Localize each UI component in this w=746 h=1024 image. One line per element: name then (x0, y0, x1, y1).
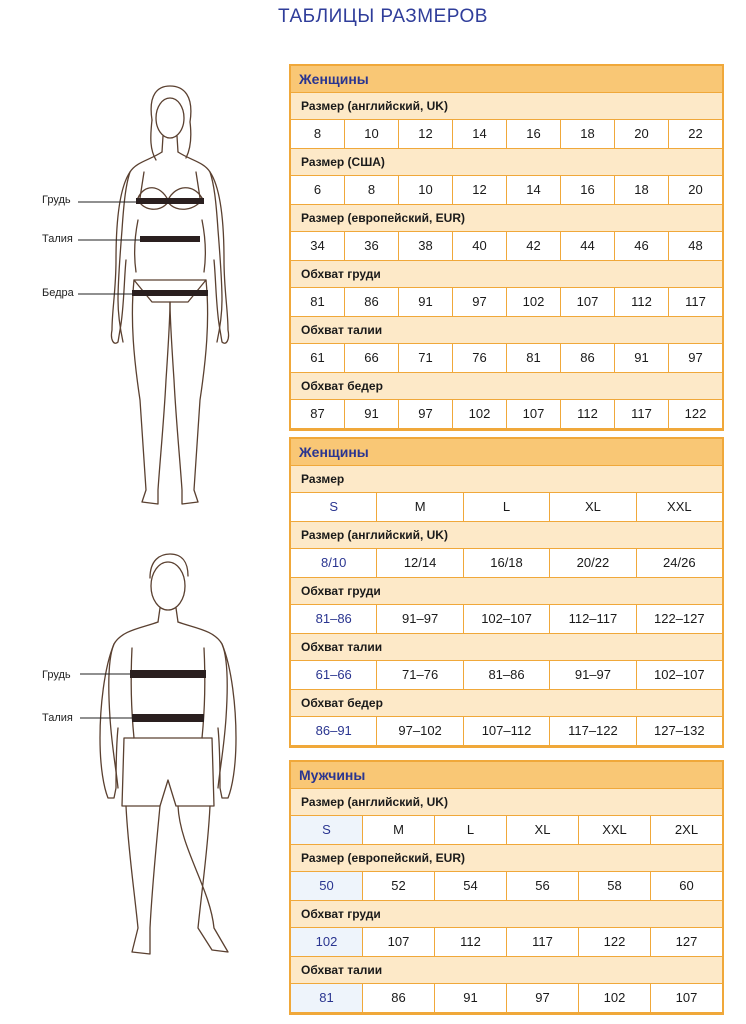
table-cell: 34 (291, 232, 345, 260)
table-row (291, 231, 722, 261)
table-cell: 102 (579, 984, 651, 1012)
row-label: Обхват груди (291, 901, 722, 927)
table-cell: 10 (345, 120, 399, 148)
female-hips-label: Бедра (42, 287, 74, 299)
row-label: Размер (английский, UK) (291, 789, 722, 815)
table-cell: 14 (453, 120, 507, 148)
table-cell: 12/14 (377, 549, 463, 577)
table-cell: 46 (615, 232, 669, 260)
table-cell: 71 (399, 344, 453, 372)
row-label: Обхват груди (291, 261, 722, 287)
table-cell: 86 (561, 344, 615, 372)
table-cell: 48 (688, 238, 703, 253)
table-row (291, 716, 722, 746)
male-body-illustration (0, 548, 280, 988)
row-label: Размер (английский, UK) (291, 522, 722, 548)
page-title: ТАБЛИЦЫ РАЗМЕРОВ (278, 6, 488, 27)
table-cell: S (291, 493, 377, 521)
table-heading: Мужчины (291, 762, 722, 789)
table-cell: 86 (345, 288, 399, 316)
table-cell: L (435, 816, 507, 844)
table-cell: 2XL (674, 822, 699, 837)
table-cell: 112 (435, 928, 507, 956)
table-cell: XXL (579, 816, 651, 844)
table-row (291, 660, 722, 690)
table-cell: 20/22 (550, 549, 636, 577)
table-row (291, 604, 722, 634)
row-label: Размер (английский, UK) (291, 93, 722, 119)
table-cell: L (464, 493, 550, 521)
male-chest-label: Грудь (42, 669, 71, 681)
table-cell: 112–117 (550, 605, 636, 633)
table-row (291, 927, 722, 957)
table-cell: 71–76 (377, 661, 463, 689)
table-cell: 16/18 (464, 549, 550, 577)
table-cell: 38 (399, 232, 453, 260)
row-label: Обхват бедер (291, 373, 722, 399)
bust-band (136, 198, 204, 204)
table-cell: 16 (507, 120, 561, 148)
table-cell: 107 (363, 928, 435, 956)
table-row (291, 119, 722, 149)
row-label: Размер (291, 466, 722, 492)
table-cell: M (377, 493, 463, 521)
table-row (291, 983, 722, 1013)
table-cell: 97–102 (377, 717, 463, 745)
table-row (291, 287, 722, 317)
table-cell: 40 (453, 232, 507, 260)
row-label: Обхват талии (291, 634, 722, 660)
row-label: Размер (европейский, EUR) (291, 205, 722, 231)
male-waist-band (132, 714, 204, 722)
table-cell: 10 (399, 176, 453, 204)
table-cell: 66 (345, 344, 399, 372)
table-cell: 36 (345, 232, 399, 260)
table-cell: 20 (688, 182, 703, 197)
table-row (291, 815, 722, 845)
table-cell: 81–86 (291, 605, 377, 633)
table-cell: 107 (507, 400, 561, 428)
table-cell: 6 (291, 176, 345, 204)
table-row (291, 175, 722, 205)
table-cell: 107 (561, 288, 615, 316)
table-cell: 102 (453, 400, 507, 428)
table-cell: 61–66 (291, 661, 377, 689)
table-cell: XL (507, 816, 579, 844)
table-cell: 52 (363, 872, 435, 900)
table-cell: 102 (507, 288, 561, 316)
table-cell: 81 (291, 984, 363, 1012)
table-cell: XXL (667, 499, 692, 514)
table-cell: 97 (453, 288, 507, 316)
row-label: Размер (США) (291, 149, 722, 175)
table-cell: 8 (345, 176, 399, 204)
table-cell: 8/10 (291, 549, 377, 577)
table-cell: 117 (615, 400, 669, 428)
table-row (291, 399, 722, 429)
table-cell: 91–97 (377, 605, 463, 633)
male-waist-label: Талия (42, 712, 73, 724)
table-row (291, 548, 722, 578)
table-cell: 22 (688, 126, 703, 141)
table-cell: 112 (561, 400, 615, 428)
table-cell: S (291, 816, 363, 844)
women-letter-size-table (289, 437, 724, 748)
table-cell: 14 (507, 176, 561, 204)
table-cell: 91 (399, 288, 453, 316)
women-numeric-size-table (289, 64, 724, 431)
table-cell: 20 (615, 120, 669, 148)
row-label: Обхват талии (291, 957, 722, 983)
table-cell: 86 (363, 984, 435, 1012)
table-cell: 127–132 (654, 723, 705, 738)
table-cell: 87 (291, 400, 345, 428)
table-row (291, 343, 722, 373)
table-cell: 91 (435, 984, 507, 1012)
men-size-table (289, 760, 724, 1015)
table-cell: 54 (435, 872, 507, 900)
table-cell: 97 (688, 350, 703, 365)
female-bust-label: Грудь (42, 194, 71, 206)
table-cell: 50 (291, 872, 363, 900)
table-cell: 91 (345, 400, 399, 428)
row-label: Обхват бедер (291, 690, 722, 716)
table-cell: 24/26 (663, 555, 696, 570)
waist-band (140, 236, 200, 242)
table-cell: 117–122 (550, 717, 636, 745)
table-cell: 117 (507, 928, 579, 956)
row-label: Обхват талии (291, 317, 722, 343)
table-cell: 97 (507, 984, 579, 1012)
table-cell: 122–127 (654, 611, 705, 626)
row-label: Обхват груди (291, 578, 722, 604)
row-label: Размер (европейский, EUR) (291, 845, 722, 871)
table-cell: 81 (291, 288, 345, 316)
table-cell: 76 (453, 344, 507, 372)
table-cell: M (363, 816, 435, 844)
table-row (291, 492, 722, 522)
table-cell: 97 (399, 400, 453, 428)
table-cell: 12 (399, 120, 453, 148)
hip-band (132, 290, 208, 296)
table-cell: 58 (579, 872, 651, 900)
table-cell: 56 (507, 872, 579, 900)
female-waist-label: Талия (42, 233, 73, 245)
table-cell: 91 (615, 344, 669, 372)
table-cell: 61 (291, 344, 345, 372)
table-cell: 117 (685, 294, 706, 309)
table-heading: Женщины (291, 66, 722, 93)
table-cell: 127 (675, 934, 698, 949)
table-cell: 107 (675, 990, 698, 1005)
table-cell: 102–107 (464, 605, 550, 633)
female-figure (0, 80, 280, 520)
table-cell: 42 (507, 232, 561, 260)
table-cell: XL (550, 493, 636, 521)
table-cell: 102–107 (654, 667, 705, 682)
female-body-illustration (0, 80, 280, 520)
table-row (291, 871, 722, 901)
table-cell: 12 (453, 176, 507, 204)
table-cell: 81–86 (464, 661, 550, 689)
table-cell: 44 (561, 232, 615, 260)
table-cell: 102 (291, 928, 363, 956)
table-cell: 81 (507, 344, 561, 372)
table-cell: 60 (679, 878, 694, 893)
table-cell: 18 (561, 120, 615, 148)
table-cell: 16 (561, 176, 615, 204)
table-heading: Женщины (291, 439, 722, 466)
table-cell: 8 (291, 120, 345, 148)
table-cell: 112 (615, 288, 669, 316)
table-cell: 18 (615, 176, 669, 204)
table-cell: 122 (684, 406, 707, 421)
table-cell: 107–112 (464, 717, 550, 745)
male-figure (0, 548, 280, 988)
table-cell: 86–91 (291, 717, 377, 745)
table-cell: 91–97 (550, 661, 636, 689)
male-chest-band (130, 670, 206, 678)
table-cell: 122 (579, 928, 651, 956)
